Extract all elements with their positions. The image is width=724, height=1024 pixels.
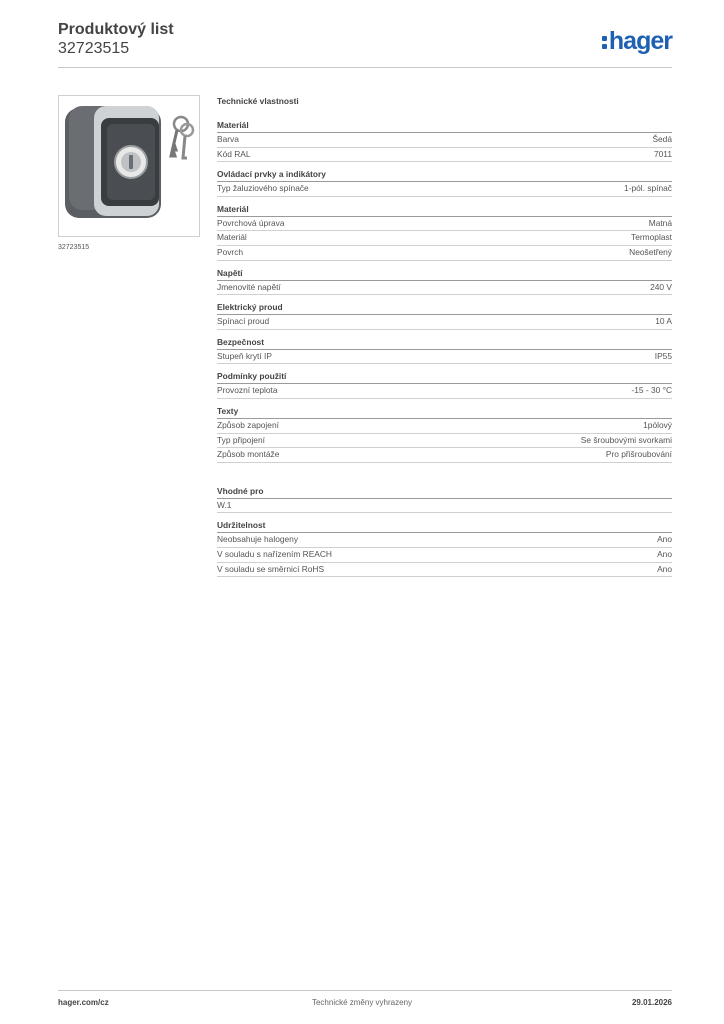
section-heading: Udržitelnost — [217, 519, 672, 533]
product-code: 32723515 — [58, 40, 130, 57]
technical-specs — [217, 95, 672, 577]
footer-date: 29.01.2026 — [631, 998, 672, 1007]
header-divider — [58, 67, 672, 68]
spec-row — [217, 548, 672, 563]
spec-key: Provozní teplota — [217, 385, 278, 396]
spec-row — [217, 217, 672, 232]
spec-value: 7011 — [653, 148, 672, 159]
spec-key: Stupeň krytí IP — [217, 350, 272, 361]
spec-row — [217, 281, 672, 296]
spec-key: Způsob zapojení — [217, 419, 279, 430]
spec-key: Způsob montáže — [217, 449, 280, 460]
spec-row — [217, 315, 672, 330]
spec-row — [217, 182, 672, 197]
section-heading: Materiál — [217, 119, 672, 133]
footer-divider — [58, 990, 672, 991]
page-title: Produktový list — [58, 21, 174, 38]
spec-value: Matná — [648, 217, 672, 228]
section-heading: Podmínky použití — [217, 370, 672, 384]
spec-value: Pro přišroubování — [605, 449, 672, 460]
spec-key: Spínací proud — [217, 316, 270, 327]
hager-logo[interactable] — [602, 26, 672, 56]
section-heading: Vhodné pro — [217, 485, 672, 499]
footer-disclaimer: Technické změny vyhrazeny — [311, 998, 413, 1007]
product-image — [58, 95, 200, 237]
spec-key: V souladu s nařízením REACH — [217, 548, 332, 559]
spec-row — [217, 148, 672, 163]
spec-section — [217, 301, 672, 330]
spec-section — [217, 267, 672, 296]
spec-row — [217, 533, 672, 548]
product-image-caption: 32723515 — [58, 244, 90, 251]
spec-row — [217, 419, 672, 434]
section-heading: Napětí — [217, 267, 672, 281]
spec-row — [217, 448, 672, 463]
section-heading: Ovládací prvky a indikátory — [217, 168, 672, 182]
spec-value: Termoplast — [631, 232, 672, 243]
spec-value: 1-pól. spínač — [624, 183, 672, 194]
spec-value: Ano — [657, 548, 672, 559]
spec-section — [217, 370, 672, 399]
logo-dots-icon — [602, 36, 607, 49]
spec-key: W.1 — [217, 499, 232, 510]
section-heading: Bezpečnost — [217, 336, 672, 350]
spec-key: V souladu se směrnicí RoHS — [217, 563, 325, 574]
specs-title: Technické vlastnosti — [217, 96, 299, 106]
section-heading: Texty — [217, 405, 672, 419]
spec-value: 1pólový — [643, 419, 672, 430]
spec-key: Povrchová úprava — [217, 217, 285, 228]
spec-value: Ano — [657, 534, 672, 545]
spec-section — [217, 405, 672, 463]
spec-section — [217, 203, 672, 261]
spec-key: Jmenovité napětí — [217, 281, 281, 292]
spec-section — [217, 519, 672, 577]
spec-value: 240 V — [650, 281, 672, 292]
spec-key: Typ připojení — [217, 434, 265, 445]
spec-row — [217, 434, 672, 449]
spec-row — [217, 133, 672, 148]
spec-section — [217, 119, 672, 162]
spec-row — [217, 384, 672, 399]
spec-value: Se šroubovými svorkami — [580, 434, 672, 445]
spec-value: Šedá — [652, 134, 672, 144]
spec-row — [217, 350, 672, 365]
spec-key: Povrch — [217, 246, 244, 257]
footer-website-link[interactable]: hager.com/cz — [58, 998, 109, 1007]
logo-text: hager — [608, 26, 672, 55]
spec-section — [217, 168, 672, 197]
spec-value: Ano — [657, 563, 672, 574]
key-switch-icon — [59, 96, 199, 236]
section-heading: Elektrický proud — [217, 301, 672, 315]
spec-value: 10 A — [655, 316, 672, 327]
spec-row — [217, 246, 672, 261]
spec-section — [217, 485, 672, 514]
spec-value: IP55 — [654, 350, 672, 361]
spec-row — [217, 231, 672, 246]
spec-value: Neošetřený — [629, 246, 672, 257]
spec-key: Barva — [217, 134, 239, 144]
section-spacer — [217, 463, 672, 479]
spec-value: -15 - 30 °C — [631, 385, 672, 396]
spec-key: Kód RAL — [217, 148, 251, 159]
spec-row — [217, 563, 672, 578]
spec-key: Neobsahuje halogeny — [217, 534, 299, 545]
section-heading: Materiál — [217, 203, 672, 217]
spec-key: Typ žaluziového spínače — [217, 183, 309, 194]
spec-row — [217, 499, 672, 514]
spec-key: Materiál — [217, 232, 247, 243]
spec-section — [217, 336, 672, 365]
